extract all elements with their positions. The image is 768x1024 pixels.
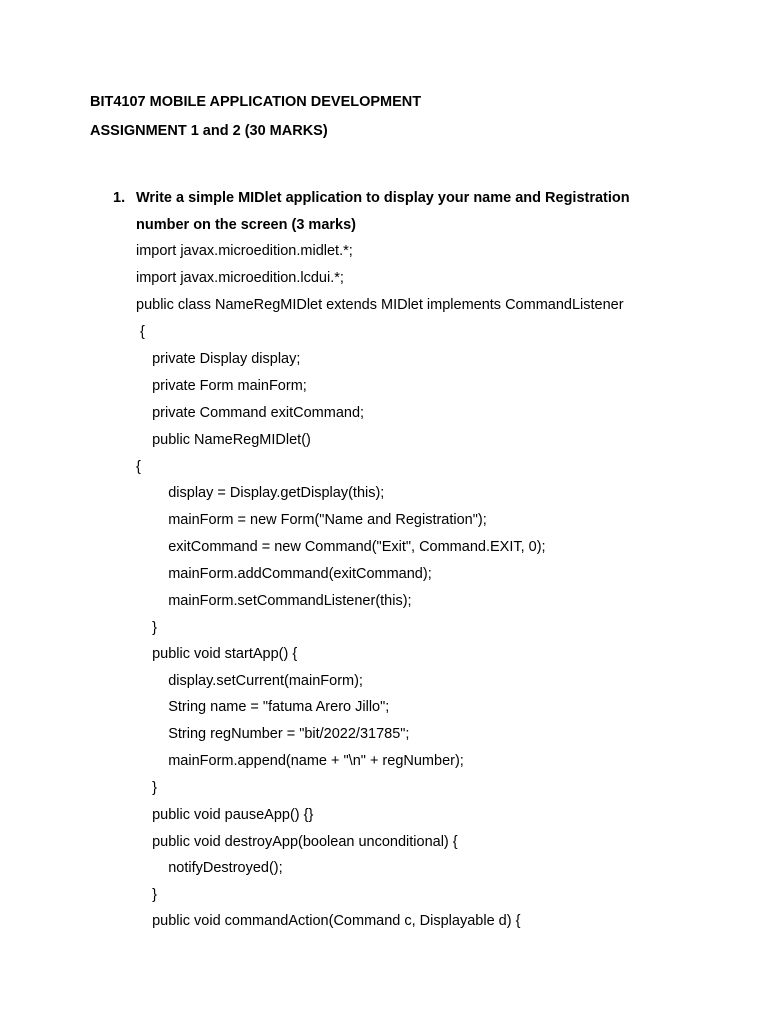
code-line: public NameRegMIDlet() [136,432,311,448]
code-line: public class NameRegMIDlet extends MIDlet implements CommandListener [136,297,624,313]
code-line: mainForm.addCommand(exitCommand); [136,566,432,582]
assignment-title: ASSIGNMENT 1 and 2 (30 MARKS) [90,123,328,139]
code-line: public void commandAction(Command c, Displayable d) { [136,913,521,929]
code-line: } [136,780,157,796]
code-line: display.setCurrent(mainForm); [136,673,363,689]
code-line: import javax.microedition.lcdui.*; [136,270,344,286]
code-line: private Display display; [136,351,301,367]
code-line: display = Display.getDisplay(this); [136,485,385,501]
code-line: mainForm.setCommandListener(this); [136,593,412,609]
code-line: String name = "fatuma Arero Jillo"; [136,699,390,715]
code-line: { [136,459,141,475]
code-line: mainForm.append(name + "\n" + regNumber); [136,753,464,769]
question-number: 1. [113,190,126,206]
question-text-line-1: Write a simple MIDlet application to display your name and Registration [136,190,630,206]
code-line: notifyDestroyed(); [136,860,283,876]
code-line: { [136,324,145,340]
code-line: public void pauseApp() {} [136,807,314,823]
code-line: exitCommand = new Command("Exit", Command.EXIT, 0); [136,539,546,555]
code-line: import javax.microedition.midlet.*; [136,243,353,259]
code-line: } [136,620,157,636]
code-line: mainForm = new Form("Name and Registration"); [136,512,487,528]
code-line: } [136,887,157,903]
question-text-line-2: number on the screen (3 marks) [136,217,356,233]
code-line: public void startApp() { [136,646,298,662]
code-line: private Command exitCommand; [136,405,365,421]
code-line: String regNumber = "bit/2022/31785"; [136,726,410,742]
code-line: public void destroyApp(boolean unconditional) { [136,834,458,850]
course-title: BIT4107 MOBILE APPLICATION DEVELOPMENT [90,94,422,110]
code-line: private Form mainForm; [136,378,307,394]
